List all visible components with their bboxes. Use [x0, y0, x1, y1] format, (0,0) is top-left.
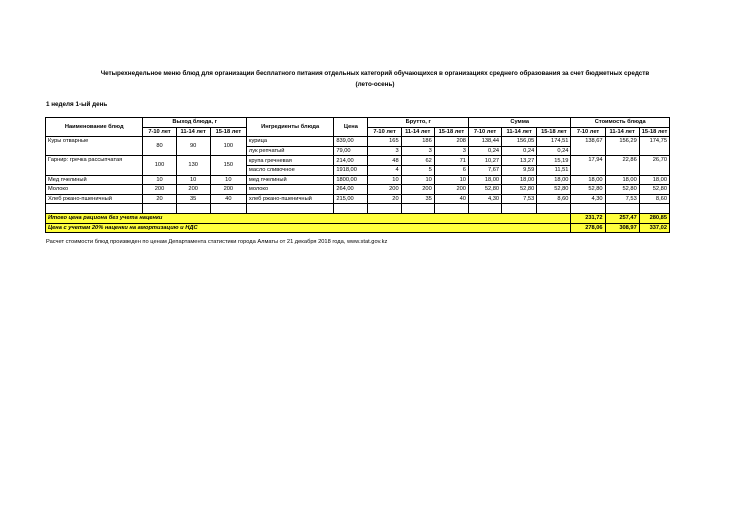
total-value: 278,06: [571, 223, 605, 233]
output-value: 200: [143, 185, 176, 195]
brutto-value: 165: [368, 137, 401, 147]
output-value: 200: [176, 185, 210, 195]
cost-value: 52,80: [639, 185, 669, 195]
document-title: [40, 68, 710, 90]
header-age: 11-14 лет: [605, 127, 639, 137]
brutto-value: 10: [434, 175, 468, 185]
sum-value: 0,24: [502, 146, 537, 156]
week-day-label: 1 неделя 1-ый день: [46, 101, 108, 108]
brutto-value: 3: [434, 146, 468, 156]
brutto-value: 10: [401, 175, 434, 185]
cost-value: 52,80: [571, 185, 605, 195]
cost-value: 17,94: [571, 156, 605, 175]
ingredient-price: 1918,00: [334, 165, 368, 175]
brutto-value: 48: [368, 156, 401, 166]
brutto-value: 208: [434, 137, 468, 147]
output-value: 130: [176, 156, 210, 175]
ingredient-name: мед пчелиный: [246, 175, 333, 185]
header-price: Цена: [334, 118, 368, 137]
brutto-value: 6: [434, 165, 468, 175]
ingredient-price: 264,00: [334, 185, 368, 195]
cost-value: 138,67: [571, 137, 605, 156]
cost-value: 18,00: [605, 175, 639, 185]
sum-value: 18,00: [502, 175, 537, 185]
header-sum: Сумма: [468, 118, 570, 128]
sum-value: 156,05: [502, 137, 537, 147]
sum-value: 138,44: [468, 137, 501, 147]
dish-name: Хлеб ржано-пшеничный: [46, 194, 143, 204]
total-value: 308,97: [605, 223, 639, 233]
header-age: 15-18 лет: [639, 127, 669, 137]
header-row-1: [46, 118, 670, 128]
sum-value: 0,24: [468, 146, 501, 156]
total-row: [46, 223, 670, 233]
brutto-value: 5: [401, 165, 434, 175]
sum-value: 10,27: [468, 156, 501, 166]
header-age: 7-10 лет: [143, 127, 176, 137]
total-value: 337,02: [639, 223, 669, 233]
sum-value: 11,51: [537, 165, 571, 175]
sum-value: 8,60: [537, 194, 571, 204]
header-age: 15-18 лет: [537, 127, 571, 137]
cost-value: 18,00: [571, 175, 605, 185]
sum-value: 9,59: [502, 165, 537, 175]
ingredient-price: 1800,00: [334, 175, 368, 185]
brutto-value: 3: [401, 146, 434, 156]
table-row: [46, 156, 670, 166]
cost-value: 4,30: [571, 194, 605, 204]
ingredient-name: курица: [246, 137, 333, 147]
ingredient-price: 839,00: [334, 137, 368, 147]
cost-value: 174,75: [639, 137, 669, 156]
price-source-note: Расчет стоимости блюд произведен по ценам Департамента статистики города Алматы от 21 декабря 2018 года, www.stat.gov.kz: [46, 239, 388, 245]
output-value: 90: [176, 137, 210, 156]
sum-value: 52,80: [537, 185, 571, 195]
header-age: 7-10 лет: [468, 127, 501, 137]
output-value: 35: [176, 194, 210, 204]
header-age: 15-18 лет: [434, 127, 468, 137]
spacer-row: [46, 204, 670, 214]
sum-value: 174,51: [537, 137, 571, 147]
dish-name: Мед пчелиный: [46, 175, 143, 185]
ingredient-name: крупа гречневая: [246, 156, 333, 166]
brutto-value: 10: [368, 175, 401, 185]
sum-value: 0,24: [537, 146, 571, 156]
brutto-value: 40: [434, 194, 468, 204]
sum-value: 4,30: [468, 194, 501, 204]
header-age: 11-14 лет: [176, 127, 210, 137]
brutto-value: 200: [368, 185, 401, 195]
output-value: 150: [210, 156, 246, 175]
output-value: 10: [176, 175, 210, 185]
title-line-1: Четырехнедельное меню блюд для организации бесплатного питания отдельных категорий обучающихся в организациях среднего образования за счет бюджетных средств: [100, 70, 650, 77]
sum-value: 18,00: [537, 175, 571, 185]
total-row: [46, 213, 670, 223]
header-age: 7-10 лет: [571, 127, 605, 137]
sum-value: 7,67: [468, 165, 501, 175]
title-line-2: (лето-осень): [355, 81, 395, 88]
header-age: 7-10 лет: [368, 127, 401, 137]
output-value: 200: [210, 185, 246, 195]
ingredient-name: масло сливочное: [246, 165, 333, 175]
brutto-value: 35: [401, 194, 434, 204]
header-age: 15-18 лет: [210, 127, 246, 137]
sum-value: 18,00: [468, 175, 501, 185]
brutto-value: 200: [434, 185, 468, 195]
brutto-value: 200: [401, 185, 434, 195]
table-row: [46, 194, 670, 204]
menu-table: [45, 117, 670, 233]
sum-value: 7,53: [502, 194, 537, 204]
cost-value: 18,00: [639, 175, 669, 185]
cost-value: 26,70: [639, 156, 669, 175]
brutto-value: 3: [368, 146, 401, 156]
output-value: 100: [210, 137, 246, 156]
sum-value: 52,80: [502, 185, 537, 195]
brutto-value: 186: [401, 137, 434, 147]
output-value: 40: [210, 194, 246, 204]
brutto-value: 20: [368, 194, 401, 204]
cost-value: 52,80: [605, 185, 639, 195]
total-label: Цена с учетам 20% наценки на амортизацию и НДС: [46, 223, 571, 233]
total-label: Итого цена рациона без учета наценки: [46, 213, 571, 223]
dish-name: Молоко: [46, 185, 143, 195]
header-name: Наименование блюд: [46, 118, 143, 137]
output-value: 10: [143, 175, 176, 185]
header-brutto: Брутто, г: [368, 118, 468, 128]
brutto-value: 62: [401, 156, 434, 166]
output-value: 80: [143, 137, 176, 156]
header-age: 11-14 лет: [401, 127, 434, 137]
output-value: 100: [143, 156, 176, 175]
output-value: 10: [210, 175, 246, 185]
ingredient-price: 214,00: [334, 156, 368, 166]
table-row: [46, 175, 670, 185]
header-output: Выход блюда, г: [143, 118, 246, 128]
sum-value: 52,80: [468, 185, 501, 195]
dish-name: Куры отварные: [46, 137, 143, 156]
ingredient-name: молоко: [246, 185, 333, 195]
cost-value: 156,29: [605, 137, 639, 156]
sum-value: 13,27: [502, 156, 537, 166]
ingredient-name: хлеб ржано-пшеничный: [246, 194, 333, 204]
cost-value: 22,86: [605, 156, 639, 175]
cost-value: 7,53: [605, 194, 639, 204]
ingredient-price: 79,00: [334, 146, 368, 156]
sum-value: 15,19: [537, 156, 571, 166]
table-row: [46, 185, 670, 195]
header-ingredients: Ингредиенты блюда: [246, 118, 333, 137]
brutto-value: 4: [368, 165, 401, 175]
total-value: 280,85: [639, 213, 669, 223]
header-cost: Стоимость блюда: [571, 118, 670, 128]
ingredient-price: 215,00: [334, 194, 368, 204]
brutto-value: 71: [434, 156, 468, 166]
cost-value: 8,60: [639, 194, 669, 204]
header-age: 11-14 лет: [502, 127, 537, 137]
total-value: 231,72: [571, 213, 605, 223]
ingredient-name: лук репчатый: [246, 146, 333, 156]
output-value: 20: [143, 194, 176, 204]
total-value: 257,47: [605, 213, 639, 223]
table-row: [46, 137, 670, 147]
dish-name: Гарнир: гречка рассыпчатая: [46, 156, 143, 175]
